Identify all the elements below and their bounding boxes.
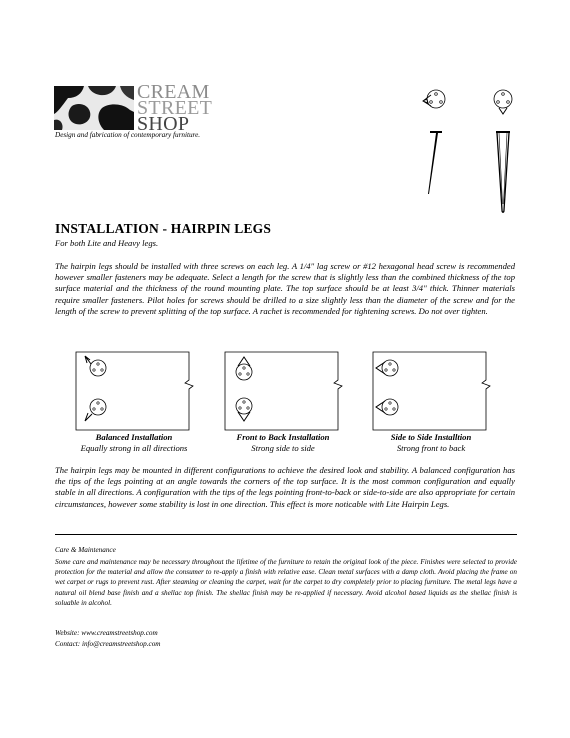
page-title: INSTALLATION - HAIRPIN LEGS	[55, 221, 272, 236]
care-paragraph: Some care and maintenance may be necessary throughout the lifetime of the furniture to retain the original look of the piece. Finishes were selected to provide protection for the material and allow the consumer to re-apply a finish with relative ease. Clean metal surfaces with a damp cloth. Avoid placing the frame on wet carpet or rugs to prevent rust. After steaming or cleaning the carpet, wait for the carpet to dry completely prior to placing furniture. The metal legs have a natural oil blend base finish and a shellac top finish. The shellac finish may be re-applied if necessary. Avoid alcohol based liquids as the shellac finish is soluable in alcohol.	[55, 558, 517, 607]
hairpin-legs-illustration	[412, 86, 532, 222]
side-to-side-note: Strong front to back	[396, 443, 466, 453]
installation-paragraph: The hairpin legs should be installed with three screws on each leg. A 1/4" lag screw or #12 hexagonal head screw is recommended however smaller fasteners may be adequate. Select a length for the screw that is slightly less than the combined thickness of the top surface material and the thickness of the round mounting plate. The top surface should be at least 3/4" thick. Thinner materials require smaller fasteners. Pilot holes for screws should be drilled to a size slightly less than the diameter of the screw and for the length of the screw to prevent splitting of the top surface. A rachet is recommended for tightening screws. Do not over tighten.	[55, 261, 515, 316]
care-heading: Care & Maintenance	[55, 546, 116, 554]
front-to-back-diagram-icon	[222, 350, 344, 434]
balanced-note: Equally strong in all directions	[80, 443, 188, 453]
front-to-back-caption: Front to Back Installation	[236, 432, 330, 442]
side-to-side-caption: Side to Side Installtion	[390, 432, 472, 442]
page-subtitle: For both Lite and Heavy legs.	[55, 238, 159, 248]
section-divider	[55, 534, 517, 535]
balanced-caption: Balanced Installation	[95, 432, 173, 442]
logo-word-shop: SHOP	[137, 113, 190, 135]
logo-word-cream: CREAM	[137, 81, 210, 103]
configuration-paragraph: The hairpin legs may be mounted in different configurations to achieve the desired look and stability. A balanced configuration has the tips of the legs pointing at an angle towards the corners of the top surface. It is the most common configuration and equally stable in all directions. A configuration with the tips of the legs pointing front-to-back or side-to-side are also appropriate for certain circumstances, however some stability is lost in one direction. This effect is more noticable with Lite Hairpin Legs.	[55, 465, 515, 509]
website-link[interactable]: Website: www.creamstreetshop.com	[55, 629, 158, 637]
tagline: Design and fabrication of contemporary furniture.	[55, 131, 201, 139]
cowhide-logo-icon	[54, 86, 134, 130]
balanced-diagram-icon	[73, 350, 195, 434]
side-to-side-diagram-icon	[370, 350, 492, 434]
front-to-back-note: Strong side to side	[251, 443, 315, 453]
logo-word-street: STREET	[137, 97, 213, 119]
contact-email[interactable]: Contact: info@creamstreetshop.com	[55, 640, 161, 648]
